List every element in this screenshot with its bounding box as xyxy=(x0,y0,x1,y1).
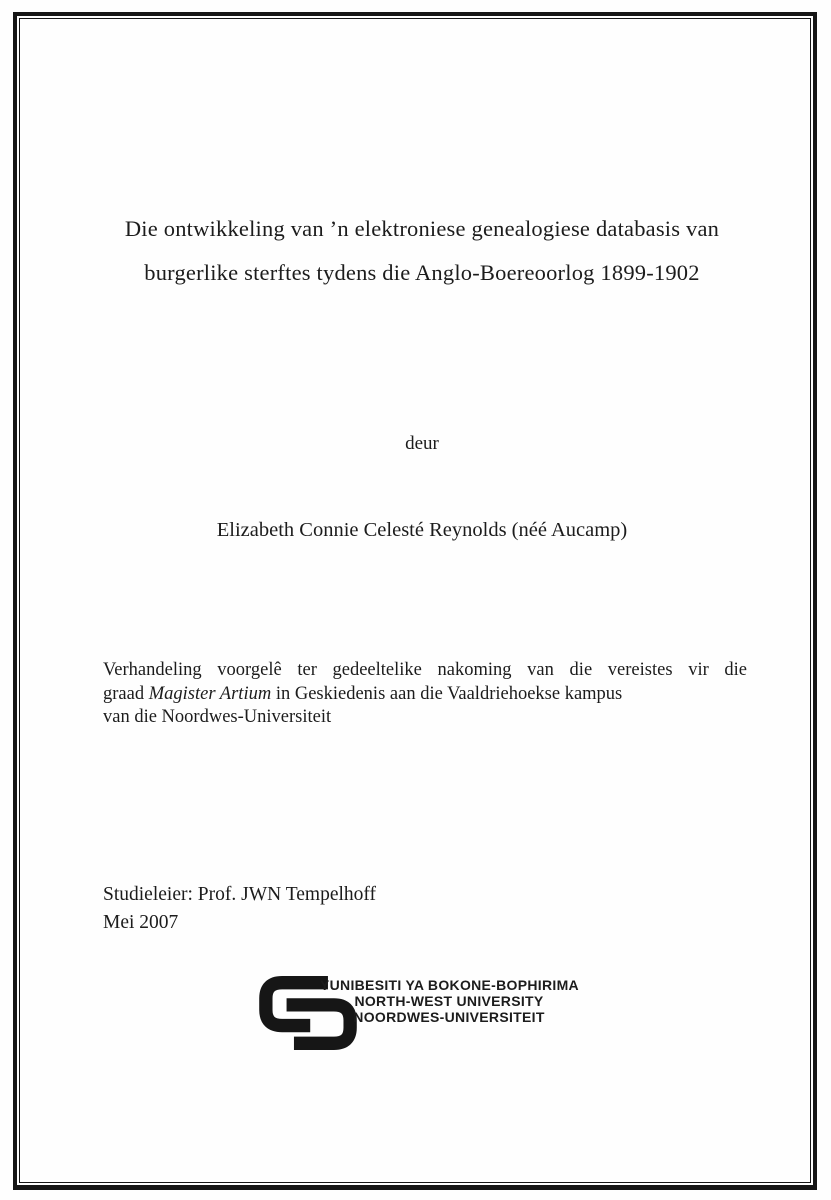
thesis-title-line2: burgerlike sterftes tydens die Anglo-Boereoorlog 1899-1902 xyxy=(144,260,700,285)
degree-statement xyxy=(103,659,747,730)
degree-name-italic: Magister Artium xyxy=(148,683,272,704)
logo-english-name: NORTH-WEST UNIVERSITY xyxy=(354,993,544,1009)
logo-setswana-name: YUNIBESITI YA BOKONE-BOPHIRIMA xyxy=(320,977,579,993)
byline: deur xyxy=(405,433,439,454)
degree-statement-line1: Verhandeling voorgelê ter gedeeltelike nakoming van die vereistes vir die xyxy=(103,660,747,680)
logo-afrikaans-name: NOORDWES-UNIVERSITEIT xyxy=(353,1009,545,1025)
thesis-title-line1: Die ontwikkeling van ’n elektroniese genealogiese databasis van xyxy=(124,216,720,241)
supervisor-block xyxy=(103,881,376,936)
author-name: Elizabeth Connie Celesté Reynolds (néé Aucamp) xyxy=(216,519,628,541)
degree-statement-line2-pre: graad xyxy=(103,683,149,704)
degree-statement-line2-post: in Geskiedenis aan die Vaaldriehoekse kampus xyxy=(271,683,623,704)
thesis-title xyxy=(13,207,831,295)
university-logo-text xyxy=(320,977,578,1025)
supervisor-line: Studieleier: Prof. JWN Tempelhoff xyxy=(103,884,377,905)
degree-statement-line3: van die Noordwes-Universiteit xyxy=(103,707,332,728)
degree-statement-line2 xyxy=(103,683,747,707)
date-line: Mei 2007 xyxy=(103,911,179,933)
